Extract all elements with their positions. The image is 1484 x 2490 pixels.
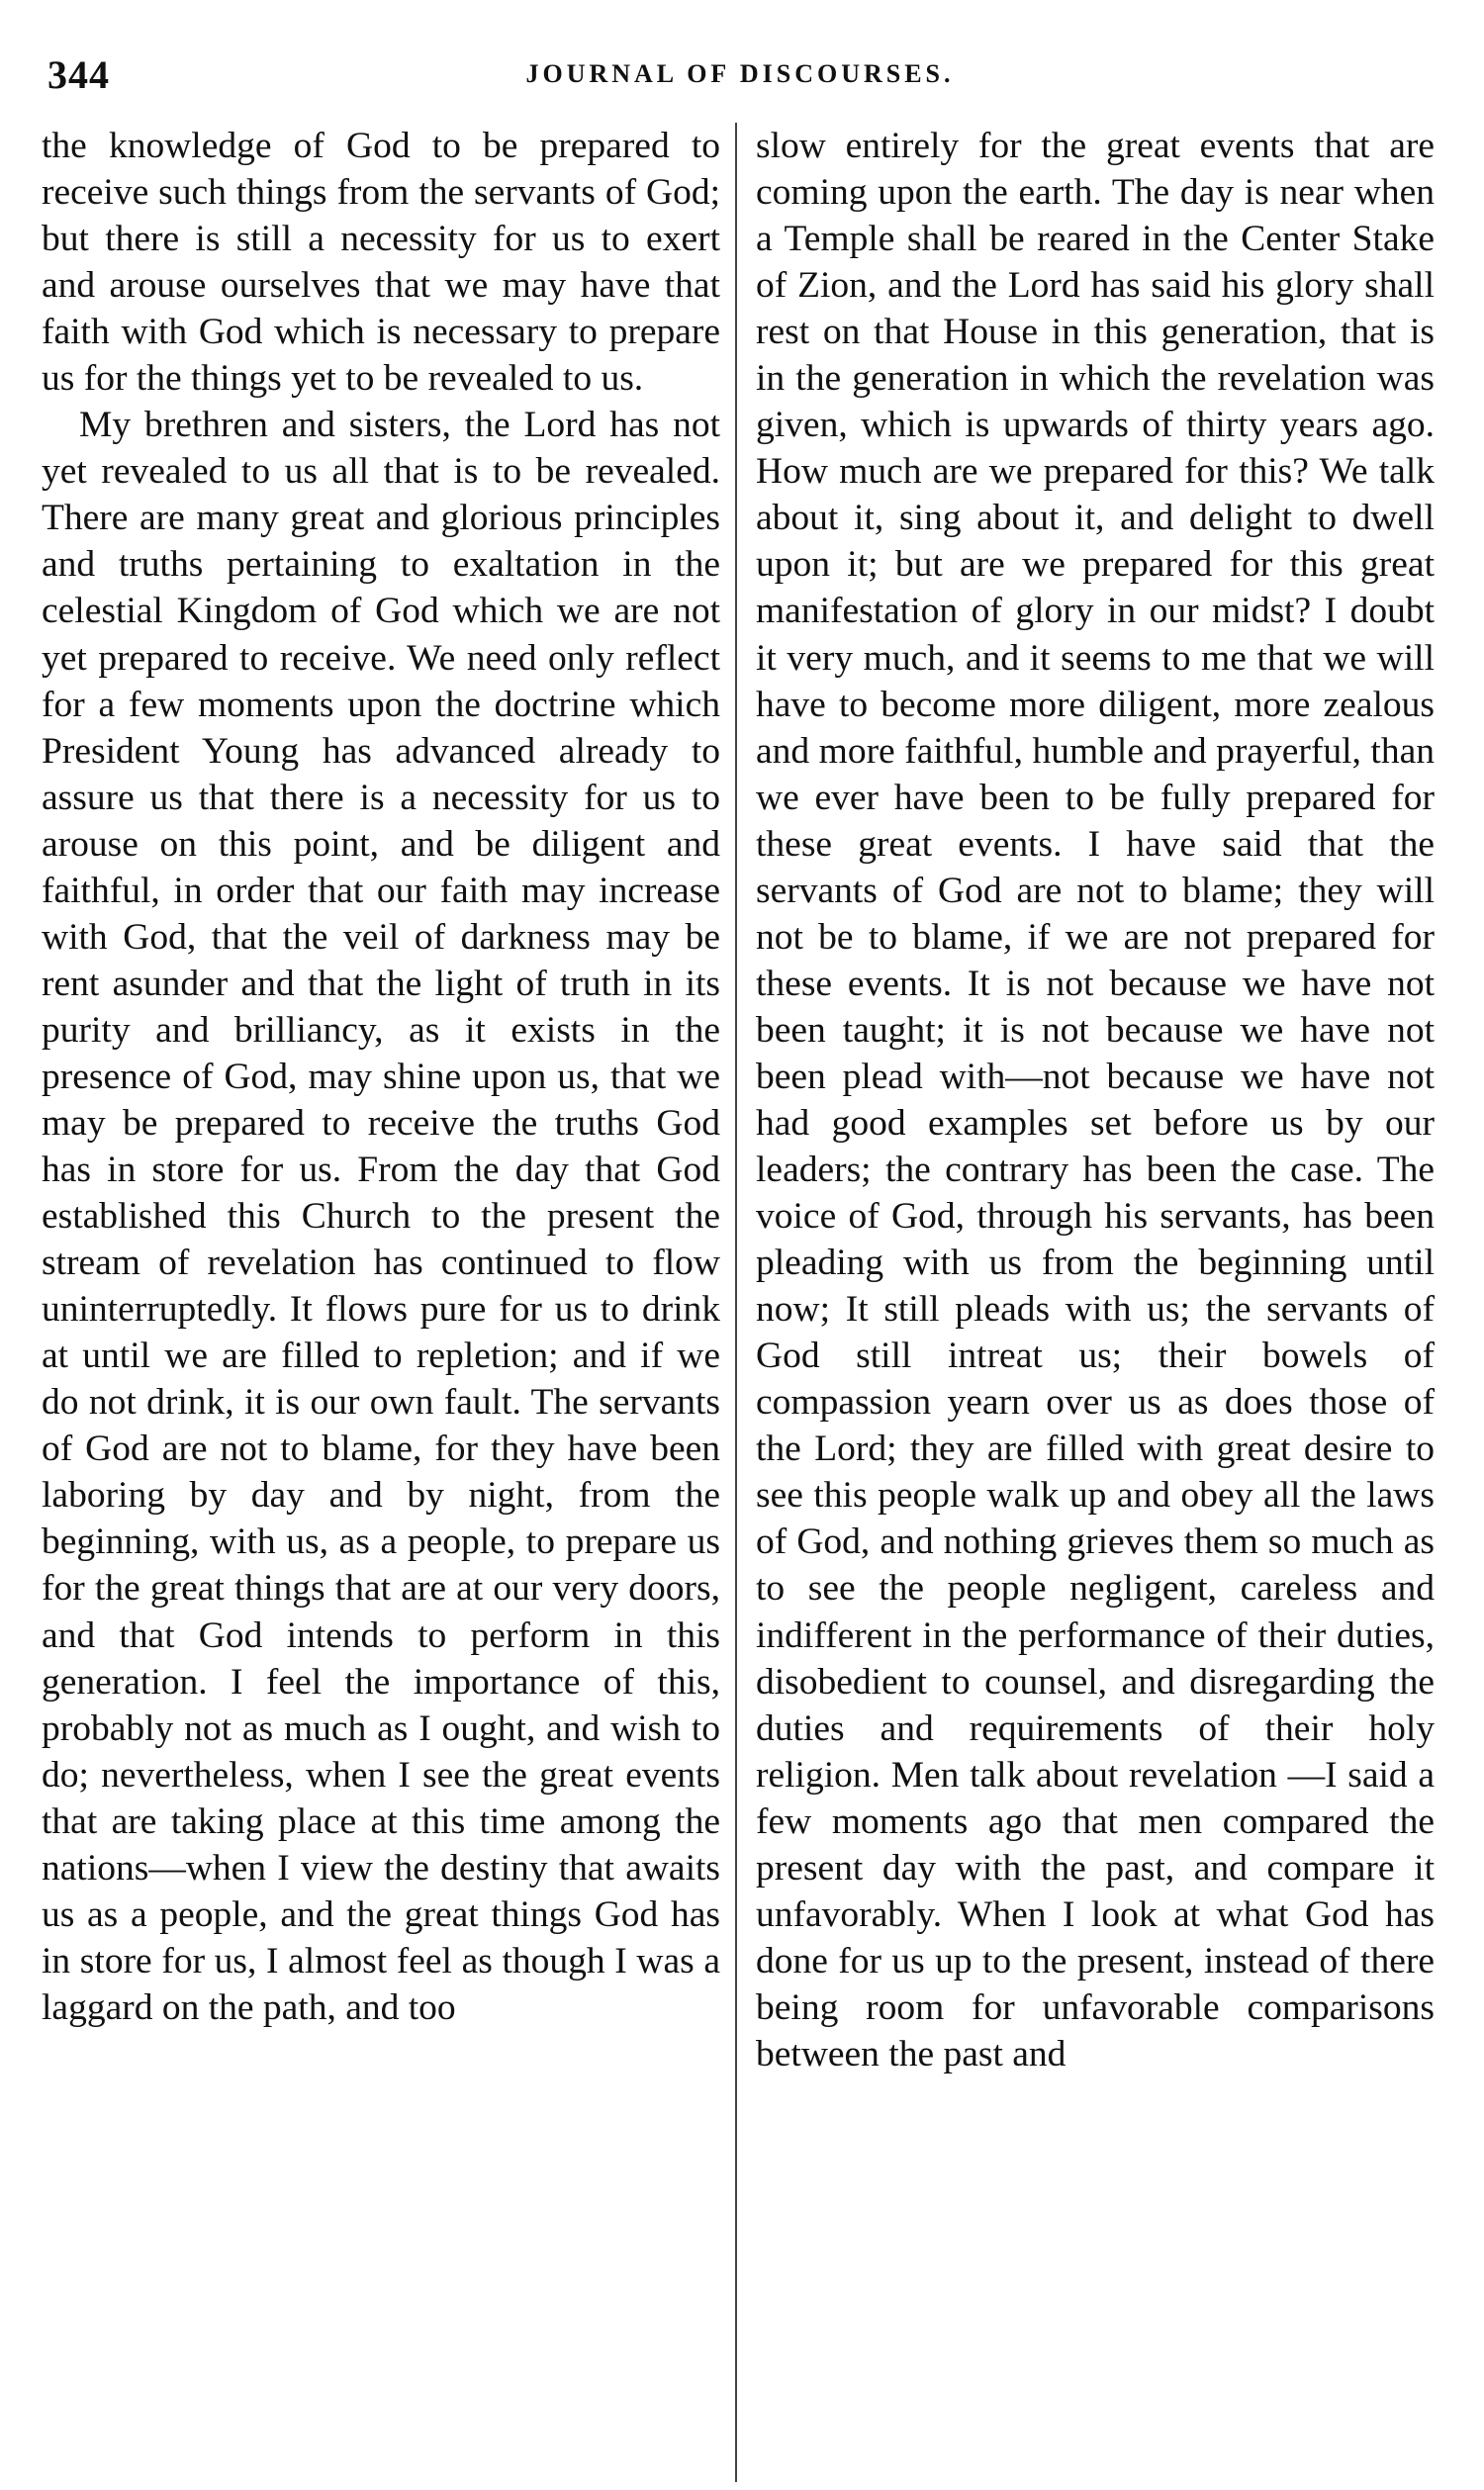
paragraph: slow entirely for the great events that are coming upon the earth. The day is near when a Temple shall be reared in the Center Stake of Zion, and the Lord has said his glory shall rest on that House in this generation, that is in the generation in which the revelation was given, which is upwards of thirty years ago. How much are we prepared for this? We talk about it, sing about it, and delight to dwell upon it; but are we prepared for this great manifestation of glory in our midst? I doubt it very much, and it seems to me that we will have to become more diligent, more zealous and more faithful, humble and prayerful, than we ever have been to be fully prepared for these great events. I have said that the servants of God are not to blame; they will not be to blame, if we are not prepared for these events. It is not because we have not been taught; it is not because we have not been plead with—not because we have not had good examples set before us by our leaders; the contrary has been the case. The voice of God, through his servants, has been pleading with us from the beginning until now; It still pleads with us; the servants of God still intreat us; their bowels of compassion yearn over us as does those of the Lord; they are filled with great desire to see this people walk up and obey all the laws of God, and nothing grieves them so much as to see the people negligent, careless and indifferent in the performance of their duties, disobedient to counsel, and disregarding the duties and requirements of their holy religion. Men talk about revelation —I said a few moments ago that men compared the present day with the past, and compare it unfavorably. When I look at what God has done for us up to the present, instead of there being room for unfavorable comparisons between the past and <box>756 126 1435 2075</box>
left-column <box>42 123 720 2031</box>
running-title: JOURNAL OF DISCOURSES. <box>525 59 955 88</box>
page-number: 344 <box>47 52 110 97</box>
paragraph: My brethren and sisters, the Lord has not yet revealed to us all that is to be revealed. There are many great and glorious principles and truths pertaining to exaltation in the celestial Kingdom of God which we are not yet prepared to receive. We need only reflect for a few moments upon the doctrine which President Young has advanced already to assure us that there is a necessity for us to arouse on this point, and be diligent and faithful, in order that our faith may increase with God, that the veil of darkness may be rent asunder and that the light of truth in its purity and brilliancy, as it exists in the presence of God, may shine upon us, that we may be prepared to receive the truths God has in store for us. From the day that God established this Church to the present the stream of revelation has continued to flow uninterruptedly. It flows pure for us to drink at until we are filled to repletion; and if we do not drink, it is our own fault. The servants of God are not to blame, for they have been laboring by day and by night, from the beginning, with us, as a people, to prepare us for the great things that are at our very doors, and that God intends to perform in this generation. I feel the importance of this, probably not as much as I ought, and wish to do; nevertheless, when I see the great events that are taking place at this time among the nations—when I view the destiny that awaits us as a people, and the great things God has in store for us, I almost feel as though I was a laggard on the path, and too <box>42 405 720 2028</box>
paragraph: the knowledge of God to be prepared to receive such things from the servants of God; but there is still a necessity for us to exert and arouse ourselves that we may have that faith with God which is necessary to prepare us for the things yet to be revealed to us. <box>42 126 720 400</box>
page-header <box>47 51 1433 111</box>
right-column <box>756 123 1435 2077</box>
column-divider <box>735 123 737 2482</box>
